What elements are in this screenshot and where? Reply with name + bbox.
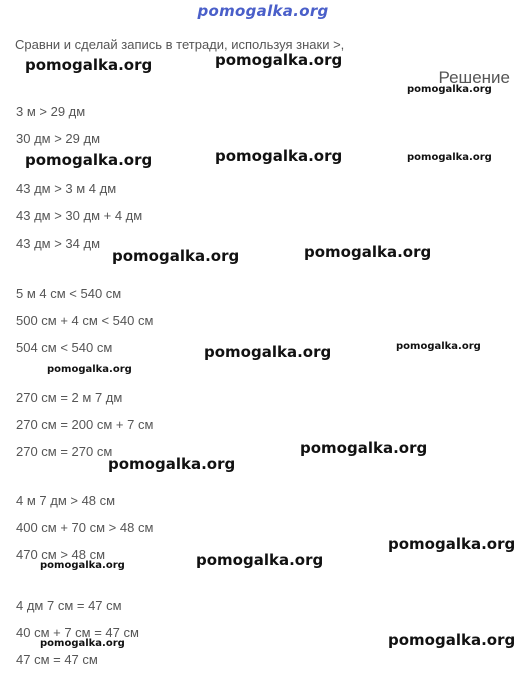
watermark: pomogalka.org: [215, 147, 343, 165]
watermark: pomogalka.org: [196, 551, 324, 569]
task-text: Сравни и сделай запись в тетради, используя знаки >,: [15, 37, 345, 52]
watermark: pomogalka.org: [108, 455, 236, 473]
watermark: pomogalka.org: [25, 56, 153, 74]
solution-line: 43 дм > 34 дм: [16, 236, 101, 251]
solution-line: 3 м > 29 дм: [16, 104, 86, 119]
solution-line: 270 см = 200 см + 7 см: [16, 417, 154, 432]
solution-line: 400 см + 70 см > 48 см: [16, 520, 154, 535]
watermark: pomogalka.org: [407, 84, 492, 95]
solution-line: 47 см = 47 см: [16, 652, 98, 667]
solution-line: 504 см < 540 см: [16, 340, 113, 355]
watermark: pomogalka.org: [407, 152, 492, 163]
solution-line: 270 см = 270 см: [16, 444, 113, 459]
solution-line: 500 см + 4 см < 540 см: [16, 313, 154, 328]
solution-line: 470 см > 48 см: [16, 547, 106, 562]
watermark: pomogalka.org: [25, 151, 153, 169]
watermark: pomogalka.org: [47, 364, 132, 375]
solution-line: 43 дм > 3 м 4 дм: [16, 181, 117, 196]
solution-line: 43 дм > 30 дм + 4 дм: [16, 208, 143, 223]
solution-line: 270 см = 2 м 7 дм: [16, 390, 123, 405]
watermark: pomogalka.org: [40, 560, 125, 571]
solution-line: 30 дм > 29 дм: [16, 131, 101, 146]
solution-line: 5 м 4 см < 540 см: [16, 286, 122, 301]
watermark: pomogalka.org: [396, 341, 481, 352]
watermark: pomogalka.org: [388, 631, 516, 649]
solution-line: 40 см + 7 см = 47 см: [16, 625, 139, 640]
watermark: pomogalka.org: [304, 243, 432, 261]
solution-line: 4 м 7 дм > 48 см: [16, 493, 116, 508]
watermark: pomogalka.org: [112, 247, 240, 265]
solution-line: 4 дм 7 см = 47 см: [16, 598, 122, 613]
watermark: pomogalka.org: [300, 439, 428, 457]
watermark: pomogalka.org: [204, 343, 332, 361]
watermark: pomogalka.org: [40, 638, 125, 649]
watermark: pomogalka.org: [215, 51, 343, 69]
watermark: pomogalka.org: [388, 535, 516, 553]
solution-heading: Решение: [438, 68, 510, 87]
site-logo[interactable]: pomogalka.org: [197, 2, 329, 20]
